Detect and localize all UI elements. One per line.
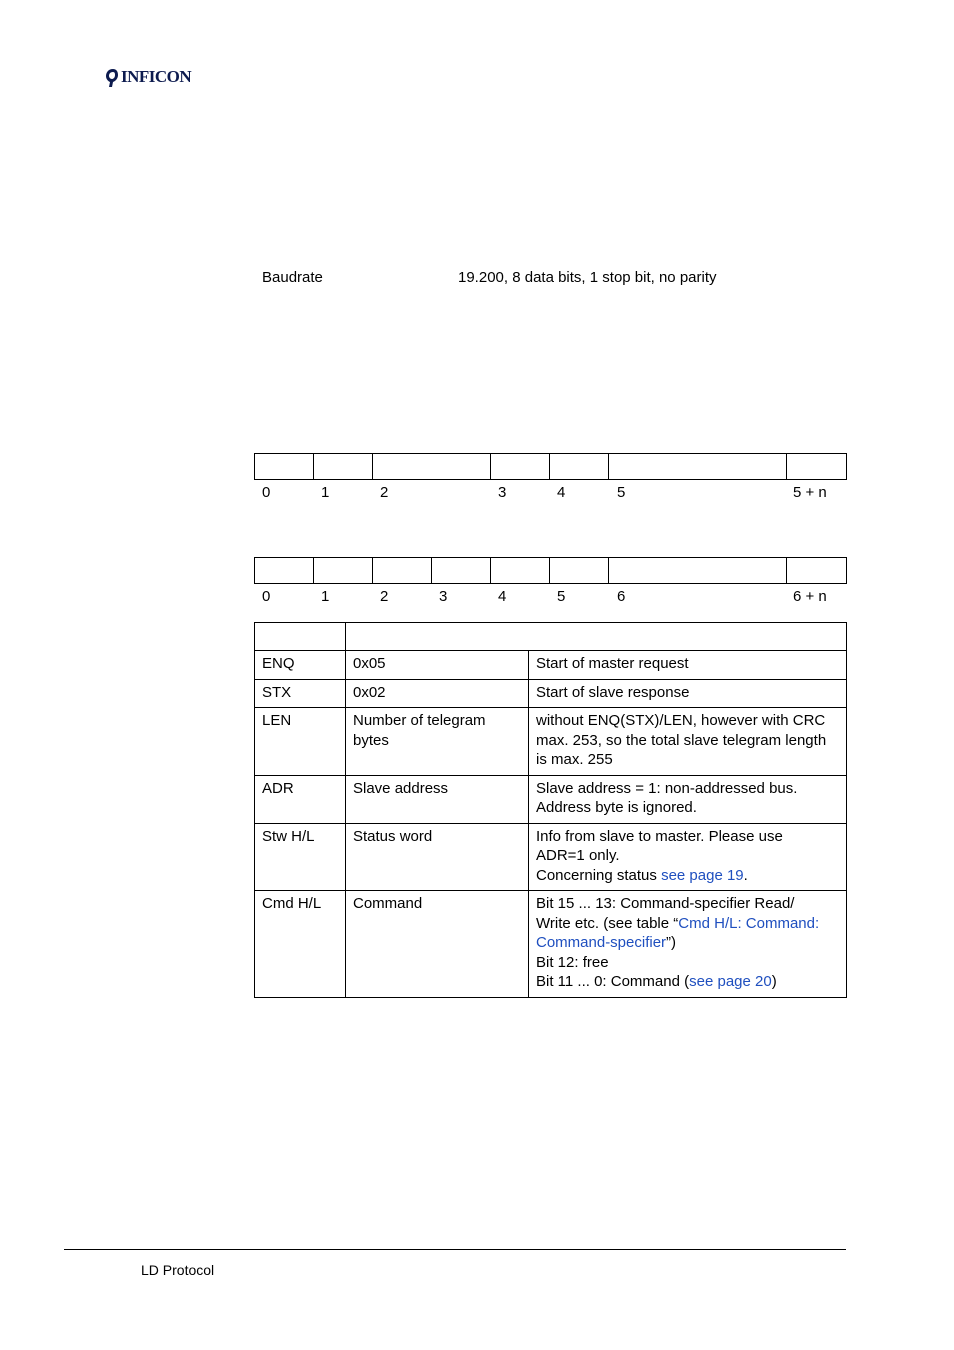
slave-byte-index: 6 + n	[793, 588, 827, 605]
field-value: Slave address	[346, 775, 529, 823]
description-line	[536, 972, 846, 992]
field-value: Command	[346, 891, 529, 998]
frame-cell	[491, 558, 550, 584]
cmd-table-link[interactable]: Cmd H/L: Command:	[678, 914, 820, 932]
description-text: Bit 11 ... 0: Command (	[536, 973, 690, 990]
slave-byte-index: 5	[557, 588, 566, 605]
frame-cell	[373, 558, 432, 584]
master-byte-index: 5 + n	[793, 484, 827, 501]
cmd-table-link[interactable]: Command-specifier	[536, 934, 667, 951]
value-line: Number of telegram	[353, 712, 486, 729]
master-byte-index: 5	[617, 484, 626, 501]
frame-cell	[609, 558, 787, 584]
slave-byte-index: 3	[439, 588, 448, 605]
master-frame-diagram	[254, 453, 847, 480]
field-description	[529, 775, 847, 823]
field-name: STX	[255, 679, 346, 708]
master-byte-index: 1	[321, 484, 330, 501]
description-line: is max. 255	[536, 751, 613, 768]
field-description	[529, 823, 847, 891]
table-row	[255, 775, 847, 823]
field-value: Status word	[346, 823, 529, 891]
field-description: Start of master request	[529, 651, 847, 680]
field-description: Start of slave response	[529, 679, 847, 708]
frame-cell	[609, 454, 787, 480]
table-row	[255, 823, 847, 891]
description-line: max. 253, so the total slave telegram length	[536, 731, 827, 749]
slave-byte-index: 4	[498, 588, 507, 605]
see-page-20-link[interactable]: see page 20	[689, 973, 772, 990]
telegram-field-table	[254, 622, 847, 998]
table-row	[255, 891, 847, 998]
frame-cell	[550, 454, 609, 480]
baudrate-label: Baudrate	[262, 269, 323, 286]
field-name: LEN	[255, 708, 346, 776]
value-line: bytes	[353, 731, 389, 749]
see-page-19-link[interactable]: see page 19	[661, 866, 744, 884]
description-text: .	[743, 866, 748, 884]
inficon-logo-icon	[104, 66, 120, 88]
company-logo	[104, 66, 191, 88]
description-line: Address byte is ignored.	[536, 799, 697, 816]
field-value: 0x02	[346, 679, 529, 708]
description-line: without ENQ(STX)/LEN, however with CRC	[536, 712, 826, 729]
field-name: Stw H/L	[255, 823, 346, 891]
footer-title: LD Protocol	[141, 1262, 215, 1278]
frame-cell	[787, 454, 847, 480]
description-line	[536, 914, 846, 934]
field-value: 0x05	[346, 651, 529, 680]
slave-byte-index: 6	[617, 588, 626, 605]
slave-byte-index: 2	[380, 588, 389, 605]
table-header-row	[255, 623, 847, 651]
field-description	[529, 708, 847, 776]
description-line	[536, 866, 846, 886]
description-line	[536, 933, 846, 953]
description-text: ”)	[666, 934, 677, 951]
master-byte-index: 3	[498, 484, 507, 501]
slave-frame-diagram	[254, 557, 847, 584]
frame-cell	[255, 454, 314, 480]
master-byte-index: 4	[557, 484, 566, 501]
field-name: ENQ	[255, 651, 346, 680]
master-byte-index: 0	[262, 484, 271, 501]
slave-byte-index: 1	[321, 588, 330, 605]
description-line: Bit 15 ... 13: Command-specifier Read/	[536, 895, 795, 912]
description-text: Write etc. (see table “	[536, 914, 679, 932]
table-header-cell	[346, 623, 847, 651]
field-name: ADR	[255, 775, 346, 823]
table-row	[255, 651, 847, 680]
master-byte-index: 2	[380, 484, 389, 501]
description-line: Bit 12: free	[536, 953, 609, 971]
frame-cell	[373, 454, 491, 480]
frame-cell	[550, 558, 609, 584]
table-row	[255, 708, 847, 776]
field-description	[529, 891, 847, 998]
field-name: Cmd H/L	[255, 891, 346, 998]
frame-cell	[432, 558, 491, 584]
frame-cell	[491, 454, 550, 480]
description-text: )	[771, 973, 777, 990]
frame-cell	[314, 454, 373, 480]
description-text: Concerning status	[536, 866, 662, 884]
description-line: Slave address = 1: non-addressed bus.	[536, 779, 798, 797]
frame-cell	[255, 558, 314, 584]
slave-byte-index: 0	[262, 588, 271, 605]
description-line: Info from slave to master. Please use	[536, 827, 783, 845]
logo-text: INFICON	[121, 67, 192, 86]
frame-cell	[314, 558, 373, 584]
footer-divider	[64, 1249, 846, 1250]
baudrate-value: 19.200, 8 data bits, 1 stop bit, no parity	[458, 269, 717, 286]
frame-cell	[787, 558, 847, 584]
description-line: ADR=1 only.	[536, 847, 620, 864]
table-row	[255, 679, 847, 708]
field-value	[346, 708, 529, 776]
table-header-cell	[255, 623, 346, 651]
